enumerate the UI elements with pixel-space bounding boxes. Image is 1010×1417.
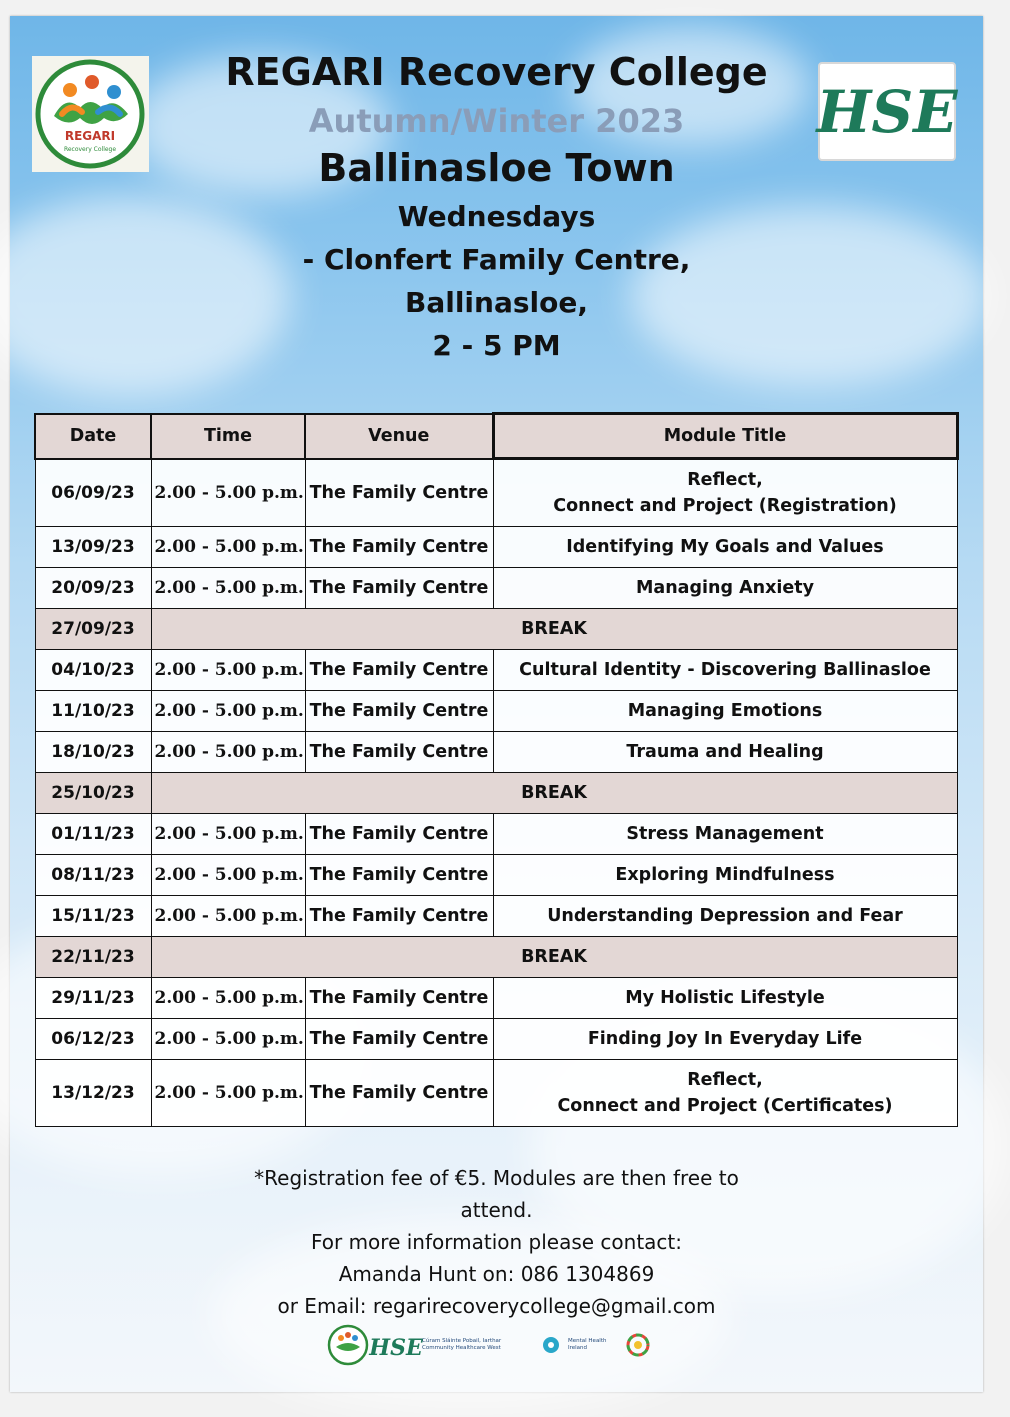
break-row <box>35 773 957 814</box>
row-date: 11/10/23 <box>35 691 151 732</box>
row-date: 13/12/23 <box>35 1060 151 1127</box>
table-row <box>35 1019 957 1060</box>
hse-partner-text: Cúram Sláinte Pobail, Iarthar Community Healthcare West <box>422 1338 502 1351</box>
row-time: 2.00 - 5.00 p.m. <box>151 1019 305 1060</box>
row-time: 2.00 - 5.00 p.m. <box>151 1060 305 1127</box>
table-row <box>35 459 957 527</box>
info-line: For more information please contact: <box>310 1230 683 1254</box>
row-time: 2.00 - 5.00 p.m. <box>151 650 305 691</box>
ring-partner-logo <box>624 1331 652 1359</box>
poster <box>10 16 983 1392</box>
mental-health-ireland-icon <box>542 1336 560 1354</box>
regari-logo-text: REGARI <box>64 129 116 143</box>
row-venue: The Family Centre <box>305 814 493 855</box>
season-subtitle: Autumn/Winter 2023 <box>308 102 685 140</box>
row-module-line1: Reflect, <box>687 470 763 490</box>
row-venue: The Family Centre <box>305 732 493 773</box>
break-row <box>35 609 957 650</box>
place-line: Ballinasloe, <box>405 286 588 319</box>
schedule-table <box>34 412 959 1127</box>
header-time: Time <box>151 414 305 459</box>
row-module: Finding Joy In Everyday Life <box>493 1019 957 1060</box>
table-row <box>35 978 957 1019</box>
row-date: 15/11/23 <box>35 896 151 937</box>
table-row <box>35 568 957 609</box>
table-row <box>35 814 957 855</box>
svg-text:HSE: HSE <box>369 1335 423 1361</box>
row-module-line2: Connect and Project (Registration) <box>553 496 897 516</box>
row-venue: The Family Centre <box>305 978 493 1019</box>
row-date: 06/12/23 <box>35 1019 151 1060</box>
row-date: 06/09/23 <box>35 459 151 527</box>
row-date: 27/09/23 <box>35 609 151 650</box>
row-time: 2.00 - 5.00 p.m. <box>151 459 305 527</box>
row-time: 2.00 - 5.00 p.m. <box>151 691 305 732</box>
table-row <box>35 732 957 773</box>
row-module: Stress Management <box>493 814 957 855</box>
row-module: Identifying My Goals and Values <box>493 527 957 568</box>
row-venue: The Family Centre <box>305 855 493 896</box>
row-time: 2.00 - 5.00 p.m. <box>151 527 305 568</box>
row-venue: The Family Centre <box>305 650 493 691</box>
college-title: REGARI Recovery College <box>225 50 768 94</box>
header-date: Date <box>35 414 151 459</box>
break-label: BREAK <box>151 609 957 650</box>
row-time: 2.00 - 5.00 p.m. <box>151 855 305 896</box>
table-row <box>35 1060 957 1127</box>
row-date: 25/10/23 <box>35 773 151 814</box>
email-line[interactable]: or Email: regarirecoverycollege@gmail.com <box>277 1294 716 1318</box>
table-header-row <box>35 414 957 459</box>
contact-line: Amanda Hunt on: 086 1304869 <box>338 1262 655 1286</box>
time-line: 2 - 5 PM <box>432 329 561 362</box>
row-module <box>493 1060 957 1127</box>
row-date: 01/11/23 <box>35 814 151 855</box>
row-module: My Holistic Lifestyle <box>493 978 957 1019</box>
table-row <box>35 896 957 937</box>
town-title: Ballinasloe Town <box>318 146 675 190</box>
venue-line: - Clonfert Family Centre, <box>302 243 691 276</box>
hse-small-logo <box>369 1327 423 1363</box>
break-row <box>35 937 957 978</box>
row-venue: The Family Centre <box>305 691 493 732</box>
row-date: 08/11/23 <box>35 855 151 896</box>
row-venue: The Family Centre <box>305 896 493 937</box>
row-venue: The Family Centre <box>305 1019 493 1060</box>
row-date: 29/11/23 <box>35 978 151 1019</box>
row-date: 13/09/23 <box>35 527 151 568</box>
row-date: 20/09/23 <box>35 568 151 609</box>
row-module: Cultural Identity - Discovering Ballinasloe <box>493 650 957 691</box>
row-time: 2.00 - 5.00 p.m. <box>151 814 305 855</box>
row-module: Managing Anxiety <box>493 568 957 609</box>
table-row <box>35 691 957 732</box>
fee-line-1: *Registration fee of €5. Modules are then free to <box>254 1166 739 1190</box>
row-module-line1: Reflect, <box>687 1070 763 1090</box>
row-module: Managing Emotions <box>493 691 957 732</box>
contact-info <box>10 1226 983 1322</box>
fee-notice <box>10 1162 983 1226</box>
row-venue: The Family Centre <box>305 527 493 568</box>
day-line: Wednesdays <box>397 200 596 233</box>
row-time: 2.00 - 5.00 p.m. <box>151 896 305 937</box>
table-row <box>35 855 957 896</box>
table-row <box>35 650 957 691</box>
row-venue: The Family Centre <box>305 1060 493 1127</box>
row-time: 2.00 - 5.00 p.m. <box>151 568 305 609</box>
break-label: BREAK <box>151 937 957 978</box>
row-date: 04/10/23 <box>35 650 151 691</box>
break-label: BREAK <box>151 773 957 814</box>
row-venue: The Family Centre <box>305 459 493 527</box>
hse-logo-text: HSE <box>816 78 958 146</box>
partner-logos <box>326 1322 666 1368</box>
row-module: Understanding Depression and Fear <box>493 896 957 937</box>
fee-line-2: attend. <box>460 1198 533 1222</box>
table-row <box>35 527 957 568</box>
regari-small-logo <box>326 1323 370 1367</box>
regari-logo-subtext: Recovery College <box>63 146 117 153</box>
row-time: 2.00 - 5.00 p.m. <box>151 978 305 1019</box>
row-module-line2: Connect and Project (Certificates) <box>557 1096 893 1116</box>
row-module <box>493 459 957 527</box>
row-time: 2.00 - 5.00 p.m. <box>151 732 305 773</box>
row-date: 22/11/23 <box>35 937 151 978</box>
row-module: Exploring Mindfulness <box>493 855 957 896</box>
mhi-partner-text: Mental Health Ireland <box>568 1338 607 1351</box>
row-venue: The Family Centre <box>305 568 493 609</box>
row-module: Trauma and Healing <box>493 732 957 773</box>
header-module-title: Module Title <box>493 414 957 459</box>
header-venue: Venue <box>305 414 493 459</box>
row-date: 18/10/23 <box>35 732 151 773</box>
